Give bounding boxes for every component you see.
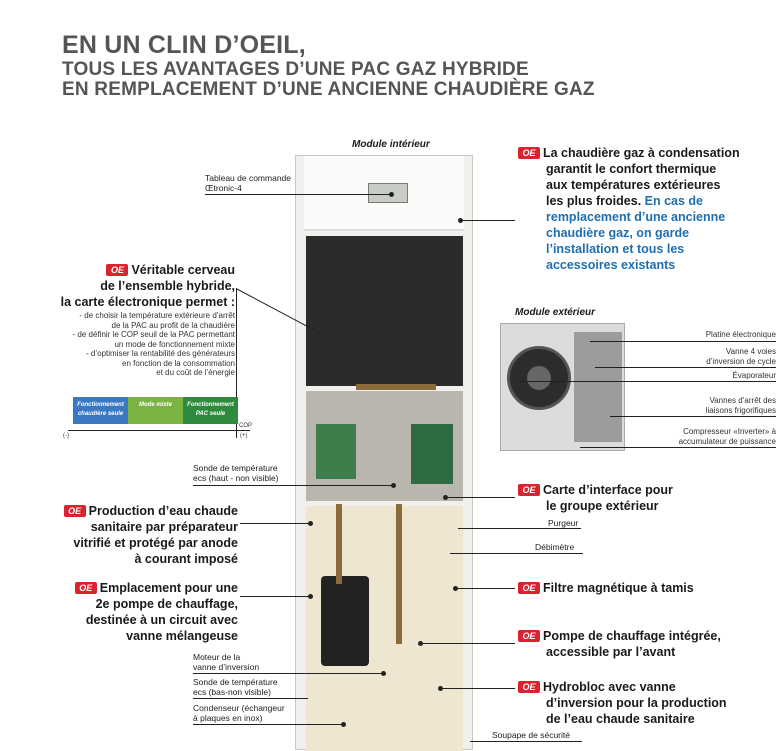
cop-plus: (+) [240, 433, 248, 439]
label-moteur: Moteur de la vanne d’inversion [193, 652, 260, 672]
label-platine: Platine électronique [705, 330, 776, 339]
label-condenseur: Condenseur (échangeur à plaques en inox) [193, 703, 285, 723]
cop-minus: (-) [63, 433, 69, 439]
cop-segment-mixte: Mode mixte [128, 397, 183, 424]
label-soupape: Soupape de sécurité [492, 730, 570, 740]
pipe [336, 504, 342, 584]
pump-location [321, 576, 369, 666]
label-tableau: Tableau de commande Œtronic-4 [205, 173, 292, 193]
electronic-board [316, 424, 356, 479]
oe-logo-icon: OE [75, 582, 97, 594]
interface-board [411, 424, 453, 484]
label-purgeur: Purgeur [548, 518, 579, 528]
label-sonde-haut: Sonde de température ecs (haut - non visible) [193, 463, 279, 483]
feature-cerveau: OE Véritable cerveau de l’ensemble hybride, la carte électronique permet : [60, 263, 235, 309]
pipe [356, 384, 436, 390]
title-line-2: TOUS LES AVANTAGES D’UNE PAC GAZ HYBRIDE [62, 59, 529, 80]
cop-segment-pac: Fonctionnement PAC seule [183, 397, 238, 424]
feature-carte: OE Carte d’interface pour le groupe extérieur [518, 482, 718, 514]
outdoor-module-caption: Module extérieur [515, 307, 596, 318]
oe-logo-icon: OE [518, 582, 540, 594]
title-line-1: EN UN CLIN D’OEIL, [62, 31, 306, 59]
boiler-section [306, 236, 463, 386]
oe-logo-icon: OE [518, 630, 540, 642]
feature-pompe: OE Pompe de chauffage intégrée, accessible par l’avant [518, 628, 763, 660]
label-sonde-bas: Sonde de température ecs (bas-non visible) [193, 677, 278, 697]
feature-hydrobloc: OE Hydrobloc avec vanne d’inversion pour la production de l’eau chaude sanitaire [518, 679, 763, 727]
outdoor-unit-image [500, 323, 625, 451]
label-vanne4: Vanne 4 voies d’inversion de cycle [706, 347, 776, 366]
oe-logo-icon: OE [64, 505, 86, 517]
fan-hub [527, 366, 551, 390]
title-line-3: EN REMPLACEMENT D’UNE ANCIENNE CHAUDIÈRE GAZ [62, 79, 595, 100]
oe-logo-icon: OE [518, 147, 540, 159]
oe-logo-icon: OE [518, 681, 540, 693]
feature-pompe2: OE Emplacement pour une 2e pompe de chauffage, destinée à un circuit avec vanne mélangeuse [40, 580, 238, 644]
outdoor-internals [574, 332, 622, 442]
control-screen [368, 183, 408, 203]
cerveau-list: - de choisir la température extérieure d’arrêt de la PAC au profit de la chaudière - de définir le COP seuil de la PAC permettant un mode de fonctionnement mixte - d’optimiser la rentabilité des générateurs en fonction de la consommation et du coût de l’énergie [72, 311, 235, 377]
oe-logo-icon: OE [518, 484, 540, 496]
indoor-module-caption: Module intérieur [352, 139, 430, 150]
feature-chaudiere: OE La chaudière gaz à condensation garantit le confort thermique aux températures extérieures les plus froides. En cas de remplacement d’une ancienne chaudière gaz, on garde l’installation et tous les accessoires existants [518, 145, 773, 273]
indoor-unit-image [295, 155, 473, 750]
feature-filtre: OE Filtre magnétique à tamis [518, 580, 758, 596]
label-compresseur: Compresseur «Inverter» à accumulateur de puissance [678, 427, 776, 446]
cop-segment-chaudiere: Fonctionnement chaudière seule [73, 397, 128, 424]
cop-axis-label: COP [239, 423, 253, 429]
pipe [396, 504, 402, 644]
oe-logo-icon: OE [106, 264, 128, 276]
label-vannes-arret: Vannes d’arrêt des liaisons frigorifiques [705, 396, 776, 415]
feature-ecs: OE Production d’eau chaude sanitaire par préparateur vitrifié et protégé par anode à courant imposé [40, 503, 238, 567]
label-debimetre: Débimètre [535, 542, 575, 552]
label-evaporateur: Évaporateur [732, 371, 776, 380]
